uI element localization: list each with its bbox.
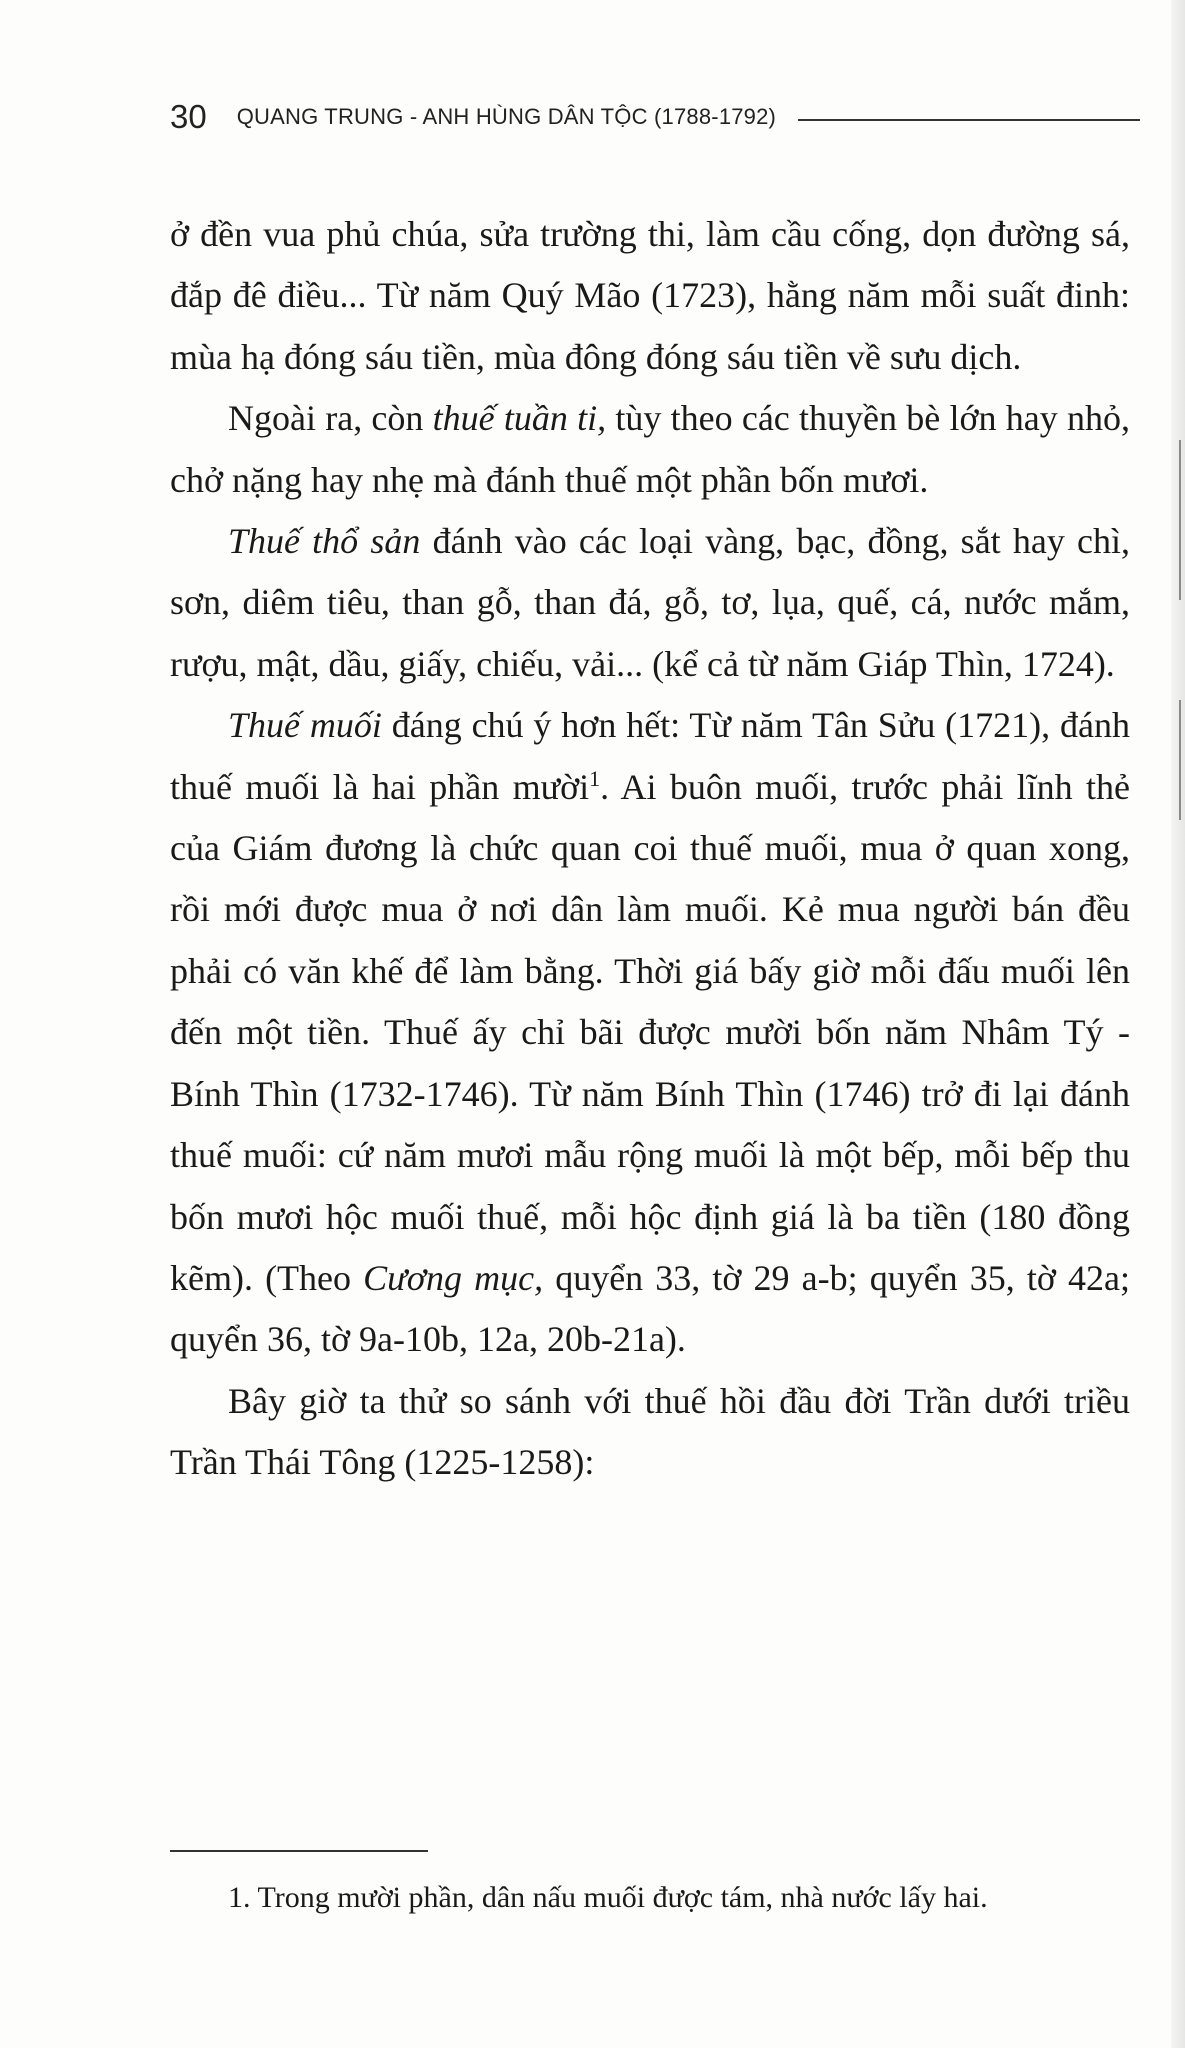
- paragraph-2-text-b: tùy theo các thuyền bè lớn hay nhỏ, chở nặng hay nhẹ mà đánh thuế một phần bốn mươi.: [170, 398, 1130, 500]
- footnote-ref-1[interactable]: 1: [589, 765, 601, 791]
- page-edge: [1171, 0, 1185, 2048]
- page-header: [170, 92, 1140, 142]
- term-thue-tuan-ti: thuế tuần ti,: [432, 398, 607, 439]
- paragraph-1: [170, 204, 1130, 388]
- header-rule: [798, 119, 1140, 121]
- page-number: 30: [170, 98, 207, 135]
- paragraph-3-text: đánh vào các loại vàng, bạc, đồng, sắt hay chì, sơn, diêm tiêu, than gỗ, than đá, gỗ, tơ, lụa, quế, cá, nước mắm, rượu, mật, dầu, giấy, chiếu, vải... (kể cả từ năm Giáp Thìn, 1724).: [170, 521, 1130, 684]
- paragraph-5: [170, 1371, 1130, 1494]
- paragraph-4-text-c: quyển 33, tờ 29 a-b; quyển 35, tờ 42a; quyển 36, tờ 9a-10b, 12a, 20b-21a).: [170, 1257, 1131, 1360]
- source-cuong-muc: Cương mục,: [363, 1257, 544, 1298]
- running-title: QUANG TRUNG - ANH HÙNG DÂN TỘC (1788-1792): [236, 104, 777, 129]
- page-edge-mark: [1179, 700, 1181, 820]
- paragraph-4: [170, 695, 1130, 1370]
- paragraph-1-text: ở đền vua phủ chúa, sửa trường thi, làm cầu cống, dọn đường sá, đắp đê điều... Từ năm Quý Mão (1723), hằng năm mỗi suất đinh: mùa hạ đóng sáu tiền, mùa đông đóng sáu tiền về sưu dịch.: [170, 214, 1130, 377]
- body-text: [170, 204, 1130, 1494]
- paragraph-2-text-a: Ngoài ra, còn: [228, 398, 433, 439]
- footnote-rule: [170, 1850, 428, 1852]
- paragraph-4-text-a: đáng chú ý hơn hết: Từ năm Tân Sửu (1721), đánh thuế muối là hai phần mười: [170, 705, 1131, 807]
- page-edge-mark: [1179, 440, 1181, 600]
- term-thue-muoi: Thuế muối: [228, 705, 382, 746]
- paragraph-5-text: Bây giờ ta thử so sánh với thuế hồi đầu đời Trần dưới triều Trần Thái Tông (1225-1258):: [170, 1380, 1130, 1483]
- footnote-1: 1. Trong mười phần, dân nấu muối được tám, nhà nước lấy hai.: [228, 1881, 988, 1914]
- paragraph-4-text-b: . Ai buôn muối, trước phải lĩnh thẻ của Giám đương là chức quan coi thuế muối, mua ở quan xong, rồi mới được mua ở nơi dân làm muối. Kẻ mua người bán đều phải có văn khế để làm bằng. Thời giá bấy giờ mỗi đấu muối lên đến một tiền. Thuế ấy chỉ bãi được mười bốn năm Nhâm Tý - Bính Thìn (1732-1746). Từ năm Bính Thìn (1746) trở đi lại đánh thuế muối: cứ năm mươi mẫu rộng muối là một bếp, mỗi bếp thu bốn mươi hộc muối thuế, mỗi hộc định giá là ba tiền (180 đồng kẽm). (Theo: [170, 766, 1130, 1298]
- term-thue-tho-san: Thuế thổ sản: [228, 521, 421, 562]
- paragraph-2: [170, 388, 1130, 511]
- paragraph-3: [170, 511, 1130, 695]
